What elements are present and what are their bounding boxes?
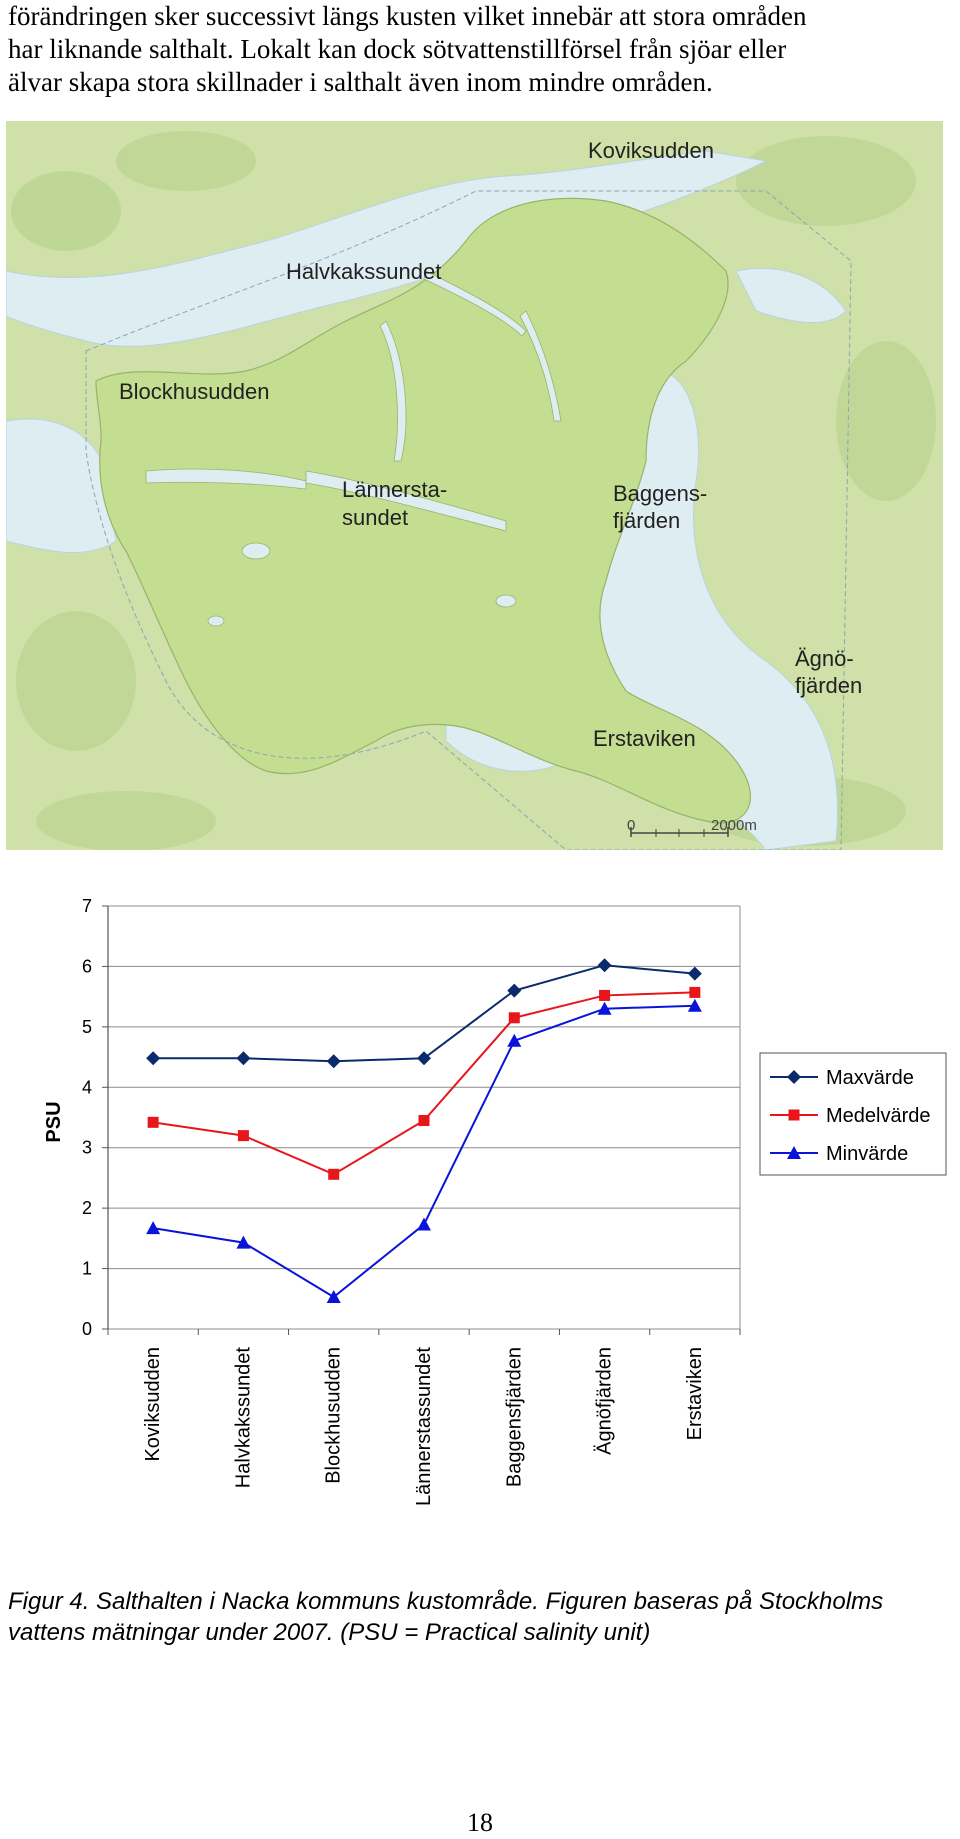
chart-data-point — [507, 1034, 521, 1047]
intro-line: har liknande salthalt. Lokalt kan dock sötvattenstillförsel från sjöar eller — [8, 34, 787, 64]
chart-data-point — [419, 1115, 430, 1126]
chart-series — [146, 958, 702, 1303]
intro-line: förändringen sker successivt längs kusten vilket innebär att stora områden — [8, 1, 807, 31]
chart-legend — [760, 1053, 946, 1175]
chart-data-point — [148, 1117, 159, 1128]
figure-caption — [8, 1586, 958, 1648]
chart-series-line — [153, 965, 695, 1061]
chart-data-point — [598, 958, 612, 972]
chart-data-point — [146, 1051, 160, 1065]
caption-line: vattens mätningar under 2007. (PSU = Practical salinity unit) — [8, 1619, 651, 1646]
map-label-agnofjarden: fjärden — [795, 673, 863, 698]
chart-y-axis-label: PSU — [43, 1101, 65, 1143]
chart-y-ticks — [82, 896, 92, 1339]
chart-y-tick-label: 0 — [81, 1319, 92, 1339]
salinity-chart — [0, 870, 960, 1570]
chart-y-tick-label: 1 — [81, 1258, 92, 1279]
intro-paragraph — [8, 0, 953, 99]
chart-data-point — [417, 1217, 431, 1230]
map-label-lannerstasundet: Lännersta- — [342, 477, 448, 502]
map-label-agnofjarden: Ägnö- — [795, 646, 854, 671]
chart-x-tick-label: Ägnöfjärden — [593, 1347, 616, 1455]
page-number: 18 — [467, 1808, 493, 1837]
chart-data-point — [599, 990, 610, 1001]
map-label-baggensfjarden: fjärden — [613, 508, 681, 533]
chart-series-line — [153, 1006, 695, 1297]
chart-data-point — [238, 1130, 249, 1141]
chart-legend-label: Medelvärde — [826, 1105, 931, 1127]
map-label-koviksudden: Koviksudden — [588, 138, 714, 163]
chart-y-tick-label: 4 — [81, 1077, 92, 1098]
chart-data-point — [236, 1051, 250, 1065]
chart-legend-label: Maxvärde — [826, 1067, 914, 1089]
chart-x-tick-label: Erstaviken — [683, 1347, 706, 1441]
chart-y-tick-label: 6 — [81, 956, 92, 977]
chart-x-tick-label: Baggensfjärden — [503, 1347, 526, 1488]
chart-x-tick-label: Halvkakssundet — [232, 1347, 255, 1489]
chart-data-point — [789, 1110, 800, 1121]
chart-y-tick-label: 5 — [81, 1016, 92, 1037]
chart-y-tick-label: 3 — [81, 1137, 92, 1158]
caption-line: Figur 4. Salthalten i Nacka kommuns kustområde. Figuren baseras på Stockholms — [8, 1588, 884, 1615]
chart-data-point — [146, 1221, 160, 1234]
map-scale-zero: 0 — [627, 817, 636, 834]
chart-data-point — [689, 987, 700, 998]
map-label-blockhusudden: Blockhusudden — [119, 379, 270, 404]
chart-y-tick-label: 2 — [81, 1198, 92, 1219]
map-label-halvkakssundet: Halvkakssundet — [286, 259, 442, 284]
chart-series-line — [153, 992, 695, 1174]
chart-y-tick-label: 7 — [81, 896, 92, 916]
map-label-baggensfjarden: Baggens- — [613, 481, 708, 506]
chart-legend-label: Minvärde — [826, 1143, 909, 1165]
chart-x-tick-label: Lännerstassundet — [413, 1347, 435, 1507]
chart-x-tick-label: Blockhusudden — [322, 1347, 345, 1484]
map-label-lannerstasundet: sundet — [342, 505, 409, 530]
chart-x-ticks — [142, 1347, 706, 1506]
chart-data-point — [509, 1012, 520, 1023]
coastal-map — [6, 121, 943, 850]
map-label-erstaviken: Erstaviken — [593, 726, 696, 751]
chart-data-point — [328, 1169, 339, 1180]
map-scale-length: 2000m — [711, 817, 757, 834]
chart-data-point — [688, 967, 702, 981]
chart-data-point — [327, 1054, 341, 1068]
intro-line: älvar skapa stora skillnader i salthalt även inom mindre områden. — [8, 67, 713, 97]
chart-x-tick-label: Koviksudden — [142, 1347, 165, 1462]
